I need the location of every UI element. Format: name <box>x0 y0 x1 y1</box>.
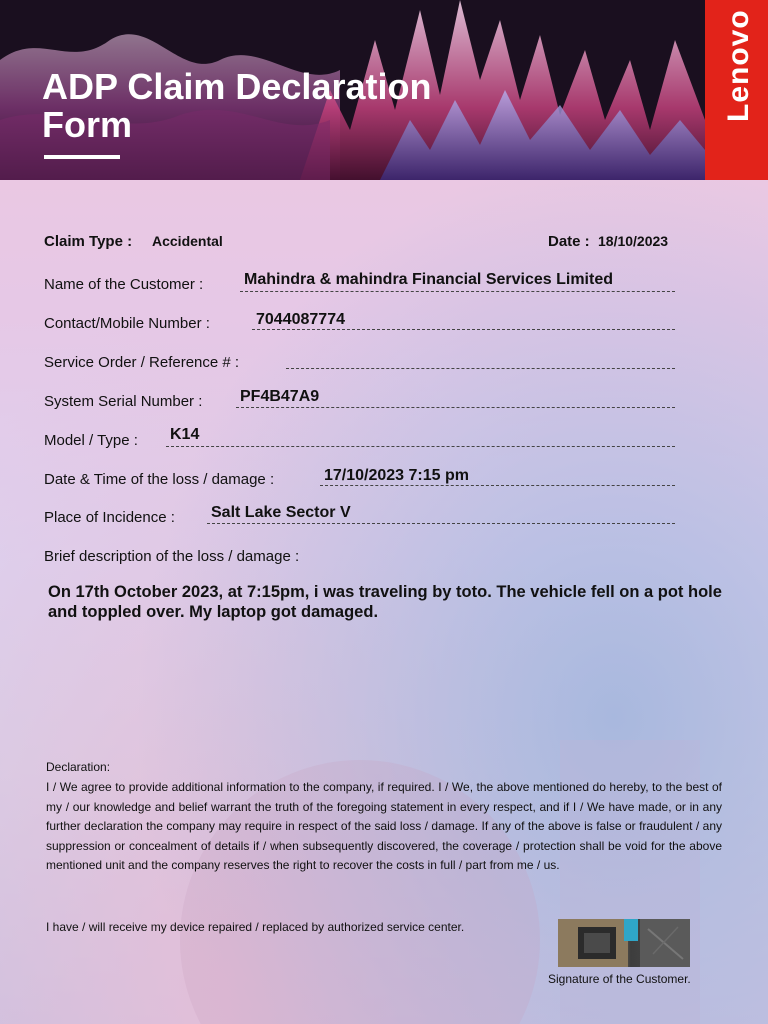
signature-image <box>558 919 690 967</box>
date-value: 18/10/2023 <box>598 233 669 249</box>
contact-label: Contact/Mobile Number : <box>44 315 210 332</box>
place-underline <box>207 523 675 524</box>
service-order-underline <box>286 368 675 369</box>
loss-datetime-label: Date & Time of the loss / damage : <box>44 471 275 488</box>
claim-type-value: Accidental <box>152 233 223 249</box>
loss-datetime-value: 17/10/2023 7:15 pm <box>324 467 469 484</box>
description-value: On 17th October 2023, at 7:15pm, i was traveling by toto. The vehicle fell on a pot hole and toppled over. My laptop got damaged. <box>48 583 722 621</box>
contact-value: 7044087774 <box>256 311 345 328</box>
customer-label: Name of the Customer : <box>44 276 204 293</box>
form-title: ADP Claim Declaration Form <box>42 66 432 145</box>
signature-caption: Signature of the Customer. <box>548 972 691 986</box>
lenovo-logo: Lenovo <box>722 9 755 122</box>
header-banner <box>0 0 768 180</box>
place-value: Salt Lake Sector V <box>211 504 351 521</box>
declaration-title: Declaration: <box>46 760 111 774</box>
model-value: K14 <box>170 426 200 443</box>
claim-type-label: Claim Type : <box>44 233 133 250</box>
loss-datetime-underline <box>320 485 675 486</box>
model-label: Model / Type : <box>44 432 138 449</box>
description-label: Brief description of the loss / damage : <box>44 548 300 565</box>
serial-label: System Serial Number : <box>44 393 203 410</box>
customer-value: Mahindra & mahindra Financial Services Limited <box>244 271 613 288</box>
serial-underline <box>236 407 675 408</box>
serial-value: PF4B47A9 <box>240 388 320 405</box>
date-label: Date : <box>548 233 590 250</box>
place-label: Place of Incidence : <box>44 509 175 526</box>
model-underline <box>166 446 675 447</box>
repair-note: I have / will receive my device repaired / replaced by authorized service center. <box>46 920 465 934</box>
service-order-label: Service Order / Reference # : <box>44 354 240 371</box>
customer-underline <box>240 291 675 292</box>
title-underline <box>44 155 120 159</box>
contact-underline <box>252 329 675 330</box>
declaration-body: I / We agree to provide additional information to the company, if required. I / We, the above mentioned do hereby, to the best of my / our knowledge and belief warrant the truth of the foregoing statement in every respect, and if I / We have made, or in any further declaration the company may require in respect of the said loss / damage. If any of the above is false or fraudulent / any suppression or concealment of details if / when subsequently discovered, the coverage / protection shall be void for the above mentioned unit and the company reserves the right to recover the costs in full / part from me / us. <box>46 780 722 872</box>
